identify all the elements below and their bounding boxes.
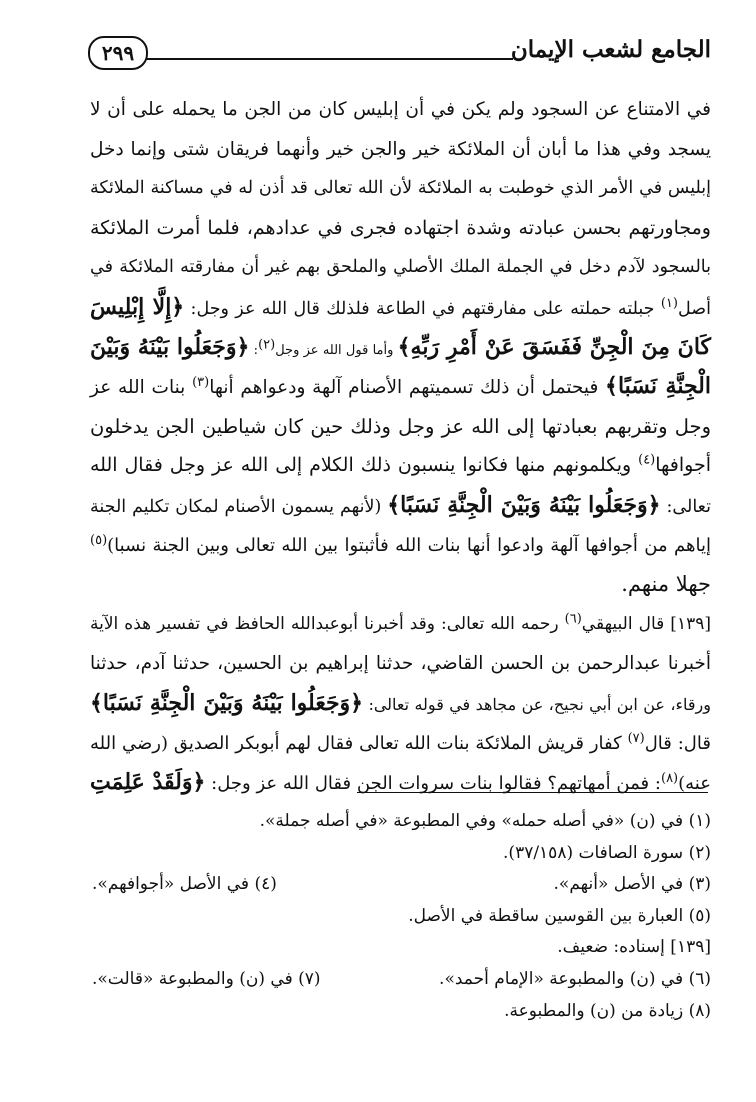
footnote-separator [357,792,708,793]
footnote-row [92,964,711,996]
quran-quote: ﴿إِلَّا إِبْلِيسَ [90,293,185,320]
quran-quote: ﴿وَلَقَدْ عَلِمَتِ [90,769,206,796]
text-run: : فمن أمهاتهم؟ فقالوا بنات سروات الجن فقال الله عز وجل: [211,773,661,795]
running-title: الجامع لشعب الإيمان [510,36,711,63]
quran-quote: ﴿وَجَعَلُوا بَيْنَهُ وَبَيْنَ الْجِنَّةِ نَسَبًا﴾ [387,491,661,518]
text-run: كفار قريش الملائكة بنات الله تعالى فقال لهم أبوبكر الصديق (رضي الله [90,732,622,754]
text-line [90,288,711,328]
text-run: رحمه الله تعالى: وقد أخبرنا أبوعبدالله الحافظ في تفسير هذه الآية [90,613,559,634]
text-line [90,328,711,368]
text-line: إبليس في الأمر الذي خوطبت به الملائكة لأن الله تعالى قد أذن له في مساكنة الملائكة [90,178,711,199]
text-run: [١٣٩] قال البيهقي [581,613,711,634]
quran-quote: كَانَ مِنَ الْجِنِّ فَفَسَقَ عَنْ أَمْرِ رَبِّهِ﴾ [397,333,711,360]
footnote-row [92,996,711,1028]
footnote-row [92,806,711,838]
footnote-row [92,869,711,901]
text-run: إياهم من أجوافها آلهة وادعوا أنها بنات الله فأثبتوا بين الله تعالى وبين الجنة نسبا) [107,534,711,556]
text-run: ورقاء، عن ابن أبي نجيح، عن مجاهد في قوله تعالى: [368,694,711,714]
footnote-ref[interactable]: (١) [660,296,678,312]
text-line [90,486,711,526]
footnote: (١) في (ن) «في أصله حمله» وفي المطبوعة «في أصله جملة». [259,811,711,831]
text-line [90,763,711,803]
quran-quote: ﴿وَجَعَلُوا بَيْنَهُ وَبَيْنَ الْجِنَّةِ نَسَبًا﴾ [90,689,364,716]
quran-quote: الْجِنَّةِ نَسَبًا﴾ [605,373,711,400]
text-run: وأما قول الله عز وجل [275,342,394,358]
text-line [90,724,711,764]
text-run: فيحتمل أن ذلك تسميتهم الأصنام آلهة ودعواهم أنها [209,377,599,399]
page-header [88,34,711,74]
footnote-ref[interactable]: (٢) [258,337,276,353]
footnote-ref[interactable]: (٧) [627,730,645,746]
text-line [90,605,711,645]
text-line: ومجاورتهم بحسن عبادته وشدة اجتهاده فجرى في عدادهم، فلما أمرت الملائكة [90,216,711,239]
footnote-ref[interactable]: (٨) [660,771,679,787]
footnotes [92,806,711,1027]
footnote: (٦) في (ن) والمطبوعة «الإمام أحمد». [439,968,711,989]
footnote: (٨) زيادة من (ن) والمطبوعة. [504,1000,711,1021]
text-line: جهلا منهم. [621,572,711,597]
footnote-row [92,901,711,933]
text-run: بنات الله عز [90,377,186,399]
text-line: وجل وتقربهم بعبادتها إلى الله عز وجل وذلك حين كان شياطين الجن يدخلون [90,414,711,438]
text-run: جبلته حملته على مفارقتهم في الطاعة فلذلك قال الله عز وجل: [190,298,655,319]
footnote: [١٣٩] إسناده: ضعيف. [557,937,711,958]
footnote: (٥) العبارة بين القوسين ساقطة في الأصل. [408,905,711,926]
footnote-ref[interactable]: (٣) [192,375,210,390]
text-run: أصل [677,298,711,319]
text-run: أجوافها [655,454,711,477]
text-line: أخبرنا عبدالرحمن بن الحسن القاضي، حدثنا إبراهيم بن الحسين، حدثنا آدم، حدثنا [90,653,711,675]
text-run: تعالى: [666,496,711,517]
text-run: قال: قال [644,732,711,754]
text-run: : [253,342,259,358]
text-line: يسجد وفي هذا ما أبان أن الملائكة خير والجن خير وأنهما فريقان شتى وإنما دخل [90,138,711,160]
footnote-ref[interactable]: (٦) [564,611,582,627]
text-line [90,684,711,724]
footnote: (٧) في (ن) والمطبوعة «قالت». [92,968,321,989]
footnote: (٣) في الأصل «أنهم». [553,874,711,895]
text-line [90,446,711,486]
footnote-row [92,838,711,870]
text-run: (لأنهم يسمون الأصنام لمكان تكليم الجنة [90,496,382,517]
text-run: ويكلمونهم منها فكانوا ينسبون ذلك الكلام إلى الله عز وجل فقال الله [90,454,632,477]
quran-quote: ﴿وَجَعَلُوا بَيْنَهُ وَبَيْنَ [90,333,250,360]
main-text [90,90,711,803]
footnote: (٤) في الأصل «أجوافهم». [92,874,277,895]
header-rule [136,58,513,60]
footnote-row [92,932,711,964]
text-line: بالسجود لآدم دخل في الجملة الملك الأصلي والملحق بهم غير أن مفارقته الملائكة في [90,257,711,278]
footnote-ref[interactable]: (٤) [638,453,656,469]
text-line: في الامتناع عن السجود ولم يكن في أن إبليس كان من الجن ما يحمله على أن لا [90,99,711,120]
text-line [90,526,711,566]
footnote-ref[interactable]: (٥) [90,532,108,548]
page-number: ٢٩٩ [88,36,148,70]
footnote: (٢) سورة الصافات (٣٧/١٥٨). [503,842,711,863]
text-run: عنه) [678,773,711,795]
text-line [90,367,711,407]
